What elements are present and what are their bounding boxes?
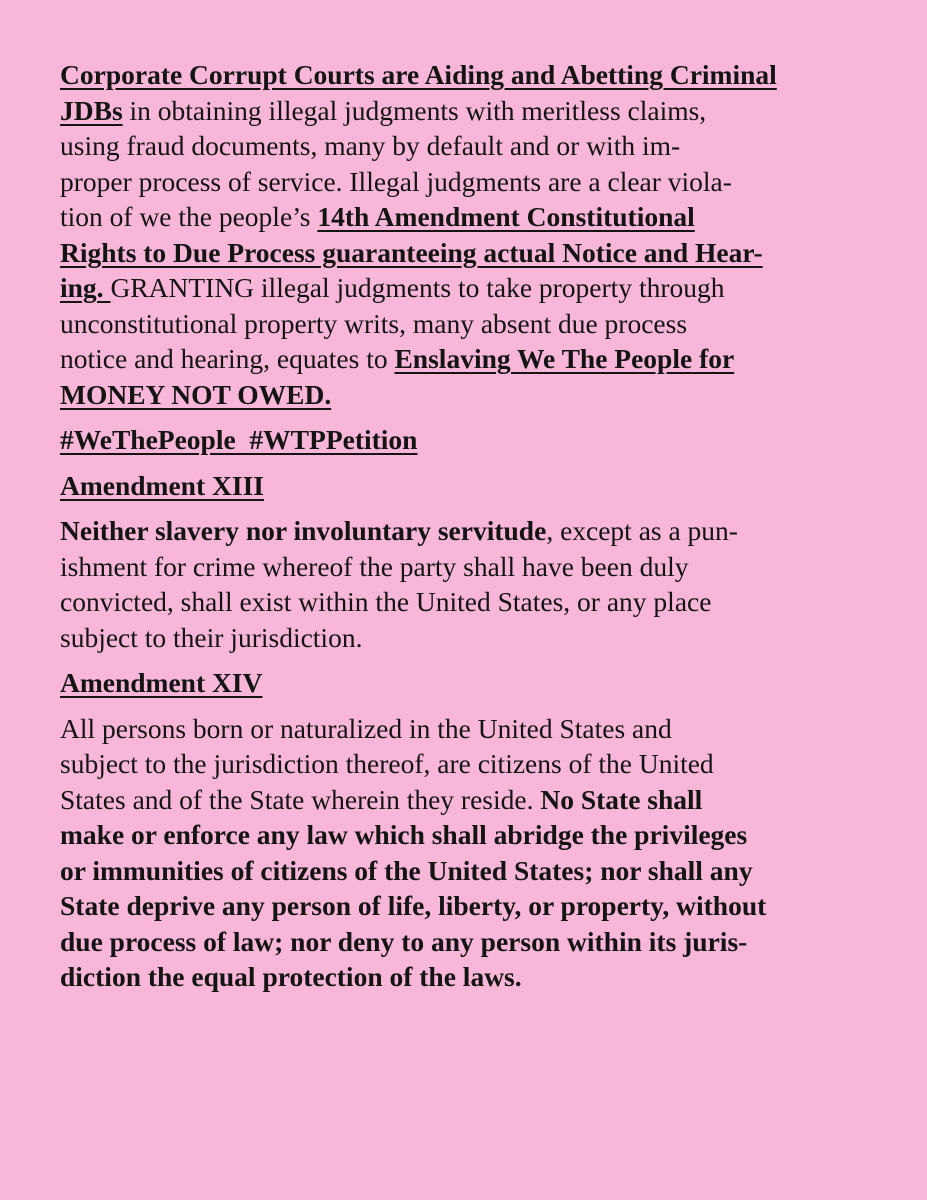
- amendment-xiv-line-8: diction the equal protection of the laws.: [60, 961, 522, 992]
- amendment-xiii-title: Amendment XIII: [60, 469, 264, 501]
- amendment-xiv-line-7: due process of law; nor deny to any person within its juris-: [60, 925, 748, 957]
- amendment-xiv-text: [60, 711, 871, 995]
- intro-paragraph: [60, 57, 871, 412]
- amendment-xiii-line-1: Neither slavery nor involuntary servitude, except as a pun-: [60, 515, 738, 546]
- intro-line-2: JDBs in obtaining illegal judgments with meritless claims,: [60, 94, 707, 126]
- intro-line-9: notice and hearing, equates to Enslaving We The People for: [60, 343, 735, 374]
- hashtags: [60, 422, 871, 458]
- amendment-xiii-line-3: convicted, shall exist within the United States, or any place: [60, 586, 712, 617]
- money-not-owed-link-text: MONEY NOT OWED.: [60, 378, 332, 410]
- amendment-xiv-line-6: State deprive any person of life, liberty, or property, without: [60, 890, 767, 921]
- 14th-amendment-link-text: 14th Amendment Constitutional: [317, 201, 695, 232]
- amendment-xiv-line-2: subject to the jurisdiction thereof, are citizens of the United: [60, 748, 714, 779]
- intro-line-4: proper process of service. Illegal judgments are a clear viola-: [60, 165, 732, 197]
- amendment-xiv-line-5: or immunities of citizens of the United States; nor shall any: [60, 854, 753, 886]
- amendment-xiv-line-3: States and of the State wherein they reside. No State shall: [60, 783, 703, 815]
- corrupt-courts-link-text: Corporate Corrupt Courts are Aiding and Abetting Criminal: [60, 59, 777, 90]
- amendment-xiv-line-4: make or enforce any law which shall abridge the privileges: [60, 819, 748, 850]
- amendment-xiii-line-2: ishment for crime whereof the party shall have been duly: [60, 550, 689, 582]
- intro-line-10: [60, 379, 331, 410]
- amendment-xiii-line-4: subject to their jurisdiction.: [60, 621, 363, 653]
- due-process-link-text: Rights to Due Process guaranteeing actual Notice and Hear-: [60, 236, 763, 268]
- enslaving-link-text: Enslaving We The People for: [394, 343, 735, 374]
- intro-line-6: [60, 237, 763, 268]
- intro-line-5: tion of we the people’s 14th Amendment Constitutional: [60, 201, 695, 232]
- hearing-link-text: ing.: [60, 272, 111, 303]
- intro-line-3: using fraud documents, many by default and or with im-: [60, 130, 681, 161]
- amendment-xiv-line-1: All persons born or naturalized in the United States and: [60, 712, 672, 744]
- intro-line-1: [60, 59, 777, 90]
- intro-line-8: unconstitutional property writs, many absent due process: [60, 307, 688, 339]
- amendment-xiv-title: Amendment XIV: [60, 667, 263, 698]
- intro-line-7: ing. GRANTING illegal judgments to take property through: [60, 272, 725, 303]
- jdbs-link-text: JDBs: [60, 94, 123, 126]
- amendment-xiii-heading: [60, 468, 871, 504]
- hashtags-text: #WeThePeople #WTPPetition: [60, 424, 418, 455]
- amendment-xiv-heading: [60, 665, 871, 701]
- amendment-xiii-text: [60, 513, 871, 655]
